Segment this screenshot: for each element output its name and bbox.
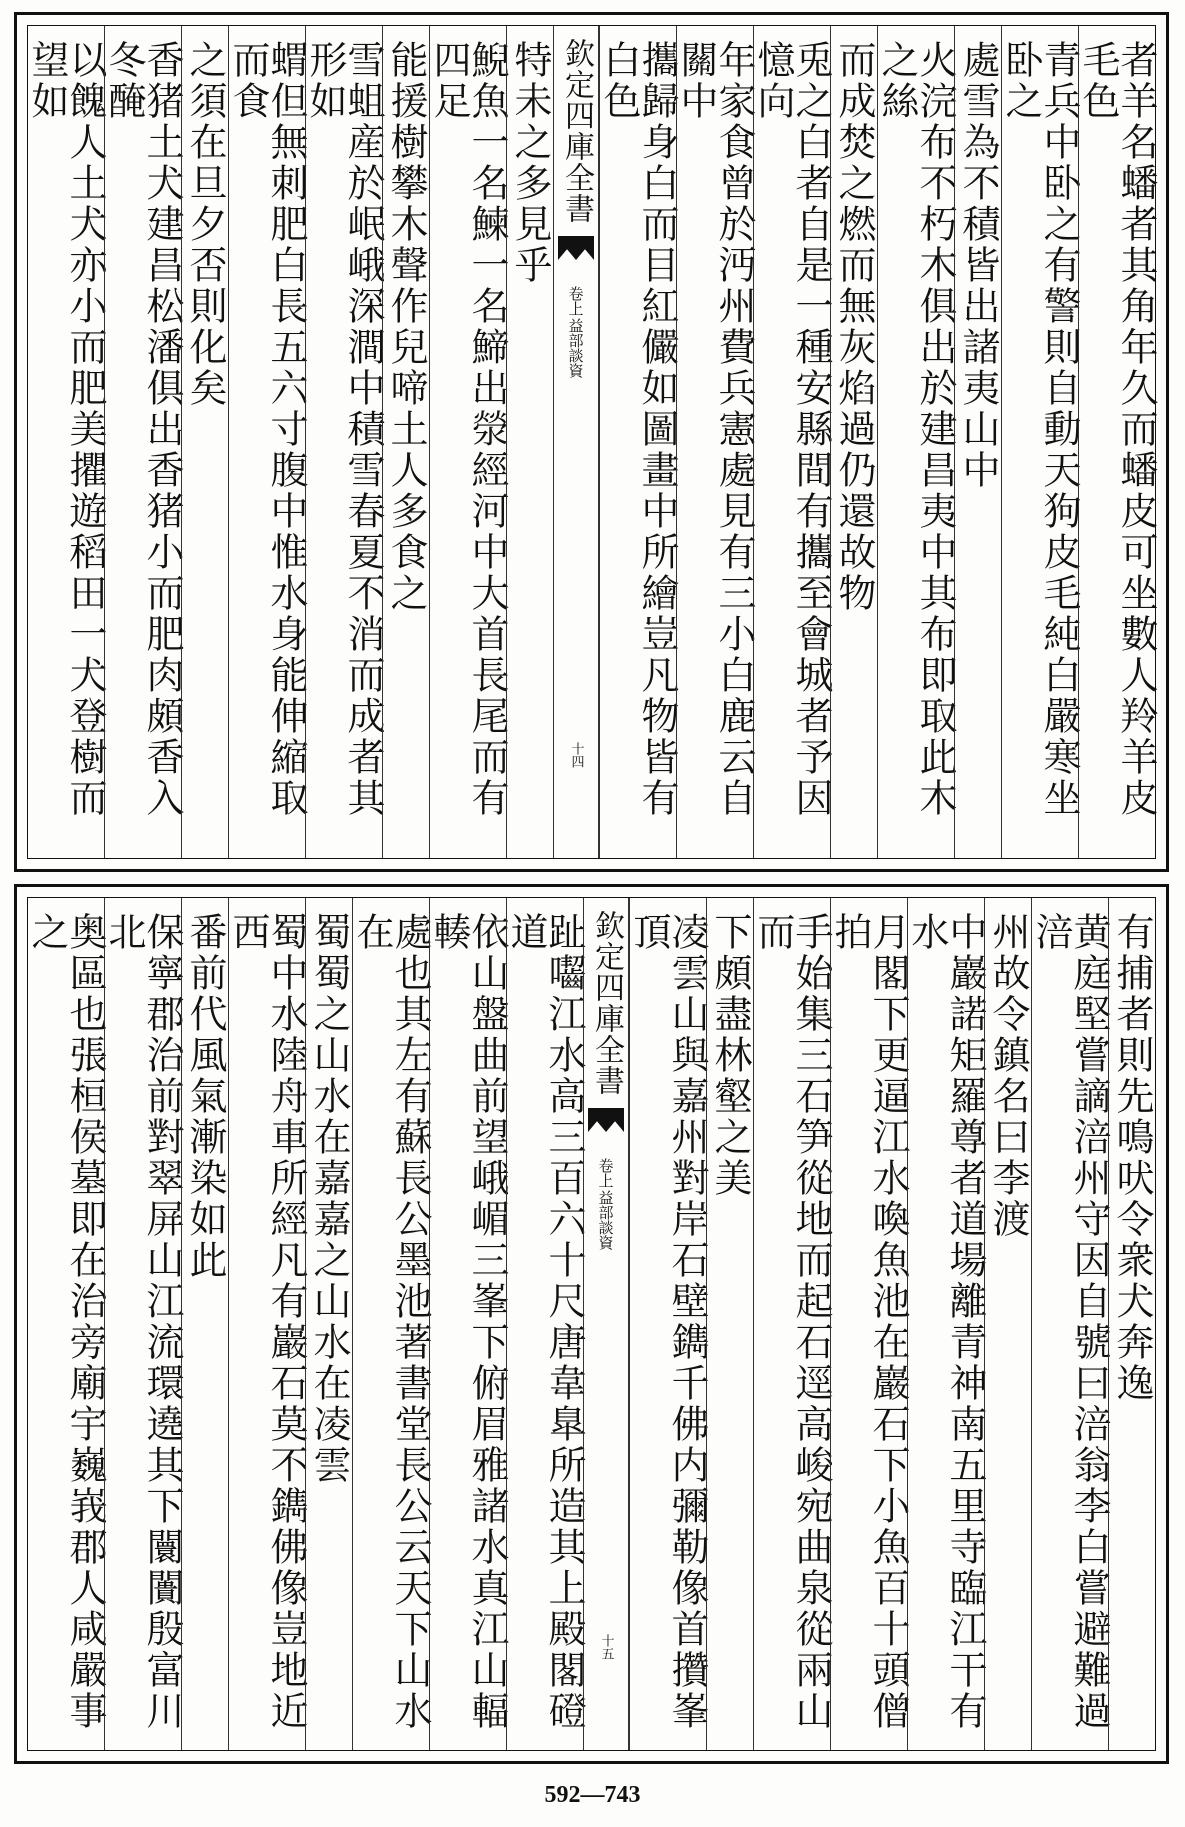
text-column: 中巖諾矩羅尊者道場離青神南五里寺臨江干有水 <box>907 898 984 1750</box>
bottom-page <box>14 884 1169 1764</box>
margin-volume-label <box>566 286 587 378</box>
margin-juan: 卷上 <box>596 1158 615 1188</box>
margin-book-title: 欽定四庫全書 <box>559 38 594 224</box>
fish-tail-mark-icon <box>586 1104 626 1138</box>
text-column: 州故令鎮名曰李渡 <box>984 898 1031 1750</box>
text-column: 依山盤曲前望峨嵋三峯下俯眉雅諸水真江山輻輳 <box>429 898 506 1750</box>
text-column: 鯢魚一名鰊一名䱱出滎經河中大首長尾而有四足 <box>429 26 506 858</box>
text-column: 下頗盡林壑之美 <box>706 898 753 1750</box>
text-column: 特未之多見乎 <box>506 26 553 858</box>
text-column: 保寧郡治前對翠屏山江流環遶其下闤闠殷富川北 <box>104 898 181 1750</box>
text-column: 處雪為不積皆出諸夷山中 <box>954 26 1001 858</box>
margin-volume-label <box>596 1158 617 1250</box>
fish-tail-mark-icon <box>556 232 596 266</box>
text-column: 手始集三石笋從地而起石逕高峻宛曲泉從兩山而 <box>753 898 830 1750</box>
margin-page-number: 十五 <box>598 1634 614 1660</box>
text-column: 青兵中卧之有警則自動天狗皮毛純白嚴寒坐卧之 <box>1001 26 1078 858</box>
text-column: 處也其左有蘇長公墨池著書堂長公云天下山水在 <box>352 898 429 1750</box>
text-column: 者羊名蟠者其角年久而蟠皮可坐數人羚羊皮毛色 <box>1078 26 1155 858</box>
text-column: 蜀蜀之山水在嘉嘉之山水在凌雲 <box>305 898 352 1750</box>
text-column: 兎之白者自是一種安縣間有攜至會城者予因憶向 <box>753 26 830 858</box>
text-column: 雪蛆産於岷峨深澗中積雪春夏不消而成者其形如 <box>305 26 382 858</box>
text-column: 蜀中水陸舟車所經凡有巖石莫不鐫佛像豈地近西 <box>228 898 305 1750</box>
margin-page-number: 十四 <box>568 742 584 768</box>
center-margin <box>583 898 629 1750</box>
text-column: 年家食曾於沔州費兵憲處見有三小白鹿云自關中 <box>676 26 753 858</box>
margin-book-title: 欽定四庫全書 <box>589 910 624 1096</box>
text-column: 奥區也張桓侯墓即在治旁廟宇巍峩郡人咸嚴事之 <box>25 912 107 1732</box>
text-column: 黄庭堅嘗謫涪州守因自號曰涪翁李白嘗避難過涪 <box>1031 898 1108 1750</box>
center-margin <box>553 26 599 858</box>
text-column: 凌雲山與嘉州對岸石壁鐫千佛内彌勒像首攢峯頂 <box>629 898 706 1750</box>
text-column: 月閣下更逼江水喚魚池在巖石下小魚百十頭僧拍 <box>830 898 907 1750</box>
text-column: 能援樹攀木聲作兒啼土人多食之 <box>382 26 429 858</box>
text-column: 趾囓江水高三百六十尺唐韋臯所造其上殿閣磴道 <box>506 898 583 1750</box>
text-column: 蝟但無刺肥白長五六寸腹中惟水身能伸縮取而食 <box>228 26 305 858</box>
margin-work-title: 益部談資 <box>566 318 585 378</box>
text-column: 番前代風氣漸染如此 <box>181 898 228 1750</box>
bottom-page-text-frame <box>27 897 1156 1751</box>
margin-work-title: 益部談資 <box>596 1190 615 1250</box>
margin-juan: 卷上 <box>566 286 585 316</box>
text-column: 香猪土犬建昌松潘俱出香猪小而肥肉頗香入冬醃 <box>104 26 181 858</box>
page-code: 592—743 <box>544 1782 641 1808</box>
text-column: 有捕者則先鳴吠令衆犬奔逸 <box>1108 898 1155 1750</box>
text-column: 而成焚之燃而無灰焰過仍還故物 <box>830 26 877 858</box>
text-column: 之須在旦夕否則化矣 <box>181 26 228 858</box>
text-column: 以餽人土犬亦小而肥美㩴遊稻田一犬登樹而望如 <box>25 40 107 819</box>
top-page <box>14 12 1169 872</box>
text-column: 攜歸身白而目紅儼如圖畫中所繪豈凡物皆有白色 <box>599 26 676 858</box>
top-page-text-frame <box>27 25 1156 859</box>
text-column: 火浣布不朽木俱出於建昌夷中其布即取此木之絲 <box>877 26 954 858</box>
